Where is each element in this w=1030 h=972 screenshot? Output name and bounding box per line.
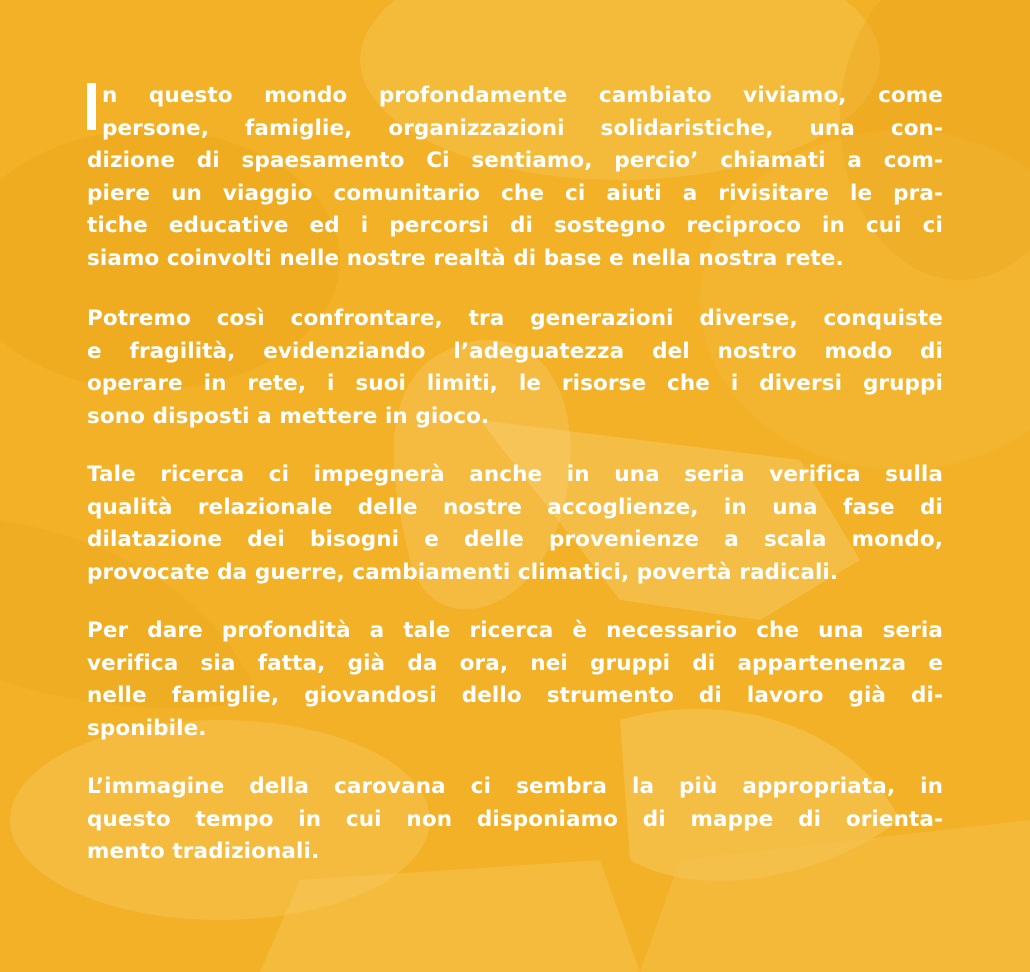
paragraph-line: piere un viaggio comunitario che ci aiuti a rivisitare le pra- <box>87 180 943 206</box>
paragraph-line: provocate da guerre, cambiamenti climatici, povertà radicali. <box>87 559 839 585</box>
paragraph-line: L’immagine della carovana ci sembra la più appropriata, in <box>87 774 943 799</box>
paragraph-line: Tale ricerca ci impegnerà anche in una seria verifica sulla <box>87 462 943 487</box>
paragraph-5 <box>87 771 943 869</box>
paragraph-line: persone, famiglie, organizzazioni solidaristiche, una con- <box>102 115 943 141</box>
paragraph-1 <box>87 80 943 275</box>
paragraph-line: mento tradizionali. <box>87 839 320 864</box>
text-content <box>87 80 943 895</box>
paragraph-line: siamo coinvolti nelle nostre realtà di base e nella nostra rete. <box>87 245 844 271</box>
paragraph-3 <box>87 459 943 589</box>
paragraph-2 <box>87 303 943 433</box>
paragraph-line: Potremo così confrontare, tra generazioni diverse, conquiste <box>87 306 943 331</box>
paragraph-line: sponibile. <box>87 715 207 741</box>
paragraph-line: operare in rete, i suoi limiti, le risorse che i diversi gruppi <box>87 371 943 396</box>
paragraph-4 <box>87 615 943 745</box>
paragraph-line: sono disposti a mettere in gioco. <box>87 403 490 429</box>
paragraph-line: e fragilità, evidenziando l’adeguatezza del nostro modo di <box>87 338 943 364</box>
paragraph-line: n questo mondo profondamente cambiato viviamo, come <box>102 83 943 108</box>
dropcap-i <box>87 83 96 130</box>
paragraph-line: Per dare profondità a tale ricerca è necessario che una seria <box>87 618 943 643</box>
paragraph-line: tiche educative ed i percorsi di sostegno reciproco in cui ci <box>87 213 943 238</box>
paragraph-line: questo tempo in cui non disponiamo di mappe di orienta- <box>87 806 943 832</box>
paragraph-line: dilatazione dei bisogni e delle provenienze a scala mondo, <box>87 527 943 552</box>
paragraph-line: dizione di spaesamento Ci sentiamo, percio’ chiamati a com- <box>87 148 943 173</box>
paragraph-line: nelle famiglie, giovandosi dello strumento di lavoro già di- <box>87 683 943 708</box>
paragraph-line: qualità relazionale delle nostre accoglienze, in una fase di <box>87 494 943 520</box>
paragraph-line: verifica sia fatta, già da ora, nei gruppi di appartenenza e <box>87 650 943 676</box>
